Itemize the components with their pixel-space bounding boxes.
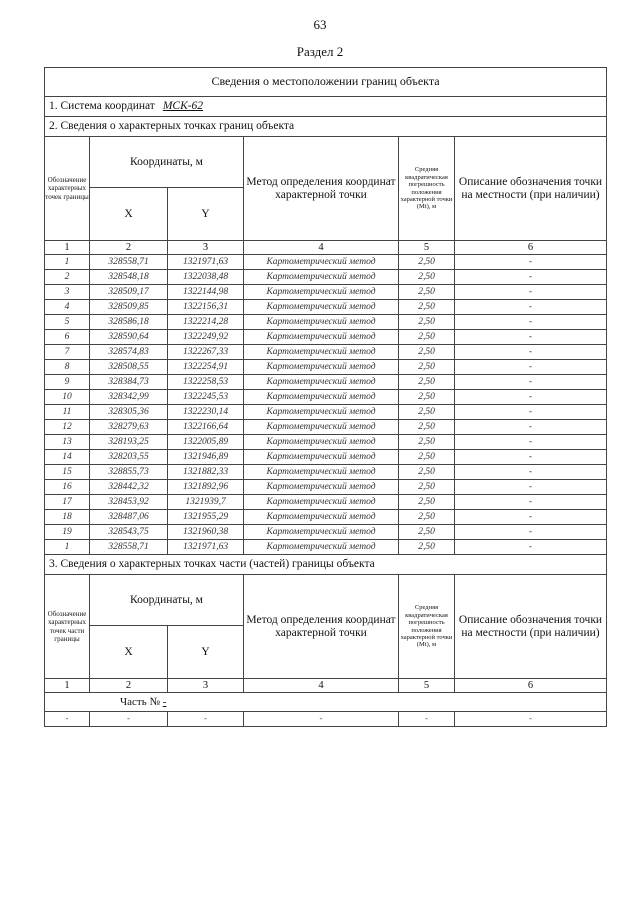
column-number: 4	[244, 679, 399, 693]
description-cell: -	[455, 270, 607, 285]
accuracy-cell: 2,50	[399, 285, 455, 300]
empty-cell: -	[244, 712, 399, 727]
x-coordinate-cell: 328586,18	[90, 315, 168, 330]
description-cell: -	[455, 435, 607, 450]
y-coordinate-cell: 1321955,29	[168, 510, 244, 525]
x-coordinate-cell: 328558,71	[90, 540, 168, 555]
description-cell: -	[455, 405, 607, 420]
x-coordinate-cell: 328543,75	[90, 525, 168, 540]
empty-cell: -	[399, 712, 455, 727]
table-row	[45, 480, 607, 495]
point-number-cell: 19	[45, 525, 90, 540]
accuracy-cell: 2,50	[399, 435, 455, 450]
accuracy-cell: 2,50	[399, 525, 455, 540]
method-cell: Картометрический метод	[244, 360, 399, 375]
method-cell: Картометрический метод	[244, 375, 399, 390]
empty-part-row	[45, 712, 607, 727]
x-coordinate-cell: 328203,55	[90, 450, 168, 465]
description-cell: -	[455, 375, 607, 390]
coord-system-value: МСК-62	[162, 100, 204, 113]
x-coordinate-cell: 328305,36	[90, 405, 168, 420]
banner-title: Сведения о местоположении границ объекта	[45, 68, 607, 97]
method-cell: Картометрический метод	[244, 450, 399, 465]
coord-system-label: 1. Система координат	[49, 100, 155, 113]
empty-cell: -	[455, 712, 607, 727]
description-cell: -	[455, 540, 607, 555]
table-row	[45, 345, 607, 360]
header-point-designation: Обозначение характерных точек границы	[45, 137, 90, 241]
accuracy-cell: 2,50	[399, 480, 455, 495]
table-row	[45, 360, 607, 375]
description-cell: -	[455, 510, 607, 525]
x-coordinate-cell: 328590,64	[90, 330, 168, 345]
accuracy-cell: 2,50	[399, 405, 455, 420]
accuracy-cell: 2,50	[399, 465, 455, 480]
table-row	[45, 405, 607, 420]
y-coordinate-cell: 1321892,96	[168, 480, 244, 495]
description-cell: -	[455, 465, 607, 480]
accuracy-cell: 2,50	[399, 315, 455, 330]
section2-title-row	[45, 117, 607, 137]
boundary-table	[44, 67, 607, 727]
x-coordinate-cell: 328509,85	[90, 300, 168, 315]
method-cell: Картометрический метод	[244, 480, 399, 495]
column-number-row	[45, 241, 607, 255]
table-row	[45, 315, 607, 330]
point-number-cell: 1	[45, 540, 90, 555]
part-header-x: X	[90, 626, 168, 679]
point-number-cell: 12	[45, 420, 90, 435]
description-cell: -	[455, 525, 607, 540]
part-header-point-designation: Обозначение характерных точек части границы	[45, 575, 90, 679]
method-cell: Картометрический метод	[244, 465, 399, 480]
section3-title: 3. Сведения о характерных точках части (частей) границы объекта	[45, 555, 607, 575]
method-cell: Картометрический метод	[244, 420, 399, 435]
page-number: 63	[313, 17, 327, 32]
method-cell: Картометрический метод	[244, 495, 399, 510]
point-number-cell: 6	[45, 330, 90, 345]
point-number-cell: 8	[45, 360, 90, 375]
section3-title-row	[45, 555, 607, 575]
header-row-1	[45, 137, 607, 188]
part-number-row	[45, 693, 607, 712]
part-number-cell	[45, 693, 607, 712]
x-coordinate-cell: 328487,06	[90, 510, 168, 525]
table-row	[45, 495, 607, 510]
part-header-method: Метод определения координат характерной точки	[244, 575, 399, 679]
column-number: 4	[244, 241, 399, 255]
section-title: Раздел 2	[296, 44, 344, 59]
y-coordinate-cell: 1322245,53	[168, 390, 244, 405]
accuracy-cell: 2,50	[399, 300, 455, 315]
empty-cell: -	[90, 712, 168, 727]
x-coordinate-cell: 328442,32	[90, 480, 168, 495]
part-label: Часть №	[120, 695, 160, 708]
x-coordinate-cell: 328548,18	[90, 270, 168, 285]
x-coordinate-cell: 328509,17	[90, 285, 168, 300]
table-row	[45, 330, 607, 345]
header-accuracy: Средняя квадратическая погрешность положения характерной точки (Mt), м	[399, 137, 455, 241]
method-cell: Картометрический метод	[244, 525, 399, 540]
y-coordinate-cell: 1322254,91	[168, 360, 244, 375]
y-coordinate-cell: 1321882,33	[168, 465, 244, 480]
point-number-cell: 1	[45, 255, 90, 270]
description-cell: -	[455, 300, 607, 315]
accuracy-cell: 2,50	[399, 510, 455, 525]
column-number: 1	[45, 679, 90, 693]
column-number: 3	[168, 679, 244, 693]
y-coordinate-cell: 1322267,33	[168, 345, 244, 360]
column-number: 1	[45, 241, 90, 255]
x-coordinate-cell: 328384,73	[90, 375, 168, 390]
x-coordinate-cell: 328342,99	[90, 390, 168, 405]
x-coordinate-cell: 328558,71	[90, 255, 168, 270]
part-header-row-1	[45, 575, 607, 626]
section2-title: 2. Сведения о характерных точках границ объекта	[45, 117, 607, 137]
y-coordinate-cell: 1322156,31	[168, 300, 244, 315]
point-number-cell: 9	[45, 375, 90, 390]
description-cell: -	[455, 390, 607, 405]
accuracy-cell: 2,50	[399, 345, 455, 360]
point-number-cell: 3	[45, 285, 90, 300]
x-coordinate-cell: 328508,55	[90, 360, 168, 375]
method-cell: Картометрический метод	[244, 300, 399, 315]
banner-row	[45, 68, 607, 97]
point-number-cell: 18	[45, 510, 90, 525]
accuracy-cell: 2,50	[399, 450, 455, 465]
point-number-cell: 10	[45, 390, 90, 405]
description-cell: -	[455, 420, 607, 435]
description-cell: -	[455, 495, 607, 510]
y-coordinate-cell: 1322144,98	[168, 285, 244, 300]
description-cell: -	[455, 255, 607, 270]
coord-system-cell	[45, 97, 607, 117]
empty-cell: -	[45, 712, 90, 727]
table-row	[45, 465, 607, 480]
table-row	[45, 390, 607, 405]
table-body	[45, 68, 607, 727]
x-coordinate-cell: 328855,73	[90, 465, 168, 480]
table-row	[45, 435, 607, 450]
column-number: 3	[168, 241, 244, 255]
y-coordinate-cell: 1322214,28	[168, 315, 244, 330]
method-cell: Картометрический метод	[244, 435, 399, 450]
column-number: 2	[90, 679, 168, 693]
header-method: Метод определения координат характерной точки	[244, 137, 399, 241]
point-number-cell: 5	[45, 315, 90, 330]
point-number-cell: 13	[45, 435, 90, 450]
accuracy-cell: 2,50	[399, 360, 455, 375]
y-coordinate-cell: 1322249,92	[168, 330, 244, 345]
coord-system-row	[45, 97, 607, 117]
description-cell: -	[455, 480, 607, 495]
x-coordinate-cell: 328279,63	[90, 420, 168, 435]
column-number: 6	[455, 241, 607, 255]
accuracy-cell: 2,50	[399, 255, 455, 270]
table-row	[45, 525, 607, 540]
y-coordinate-cell: 1322166,64	[168, 420, 244, 435]
table-row	[45, 510, 607, 525]
method-cell: Картометрический метод	[244, 510, 399, 525]
description-cell: -	[455, 315, 607, 330]
point-number-cell: 16	[45, 480, 90, 495]
y-coordinate-cell: 1321960,38	[168, 525, 244, 540]
description-cell: -	[455, 285, 607, 300]
description-cell: -	[455, 345, 607, 360]
table-row	[45, 420, 607, 435]
point-number-cell: 11	[45, 405, 90, 420]
method-cell: Картометрический метод	[244, 390, 399, 405]
x-coordinate-cell: 328453,92	[90, 495, 168, 510]
empty-cell: -	[168, 712, 244, 727]
method-cell: Картометрический метод	[244, 330, 399, 345]
column-number: 5	[399, 241, 455, 255]
part-header-accuracy: Средняя квадратическая погрешность положения характерной точки (Mt), м	[399, 575, 455, 679]
header-description: Описание обозначения точки на местности (при наличии)	[455, 137, 607, 241]
accuracy-cell: 2,50	[399, 390, 455, 405]
y-coordinate-cell: 1322038,48	[168, 270, 244, 285]
point-number-cell: 2	[45, 270, 90, 285]
description-cell: -	[455, 360, 607, 375]
point-number-cell: 4	[45, 300, 90, 315]
y-coordinate-cell: 1321971,63	[168, 540, 244, 555]
y-coordinate-cell: 1321971,63	[168, 255, 244, 270]
table-row	[45, 300, 607, 315]
y-coordinate-cell: 1322005,89	[168, 435, 244, 450]
method-cell: Картометрический метод	[244, 345, 399, 360]
header-coordinates: Координаты, м	[90, 137, 244, 188]
table-row	[45, 255, 607, 270]
x-coordinate-cell: 328574,83	[90, 345, 168, 360]
x-coordinate-cell: 328193,25	[90, 435, 168, 450]
column-number: 6	[455, 679, 607, 693]
method-cell: Картометрический метод	[244, 405, 399, 420]
method-cell: Картометрический метод	[244, 315, 399, 330]
accuracy-cell: 2,50	[399, 495, 455, 510]
y-coordinate-cell: 1322258,53	[168, 375, 244, 390]
accuracy-cell: 2,50	[399, 420, 455, 435]
table-row	[45, 540, 607, 555]
table-row	[45, 270, 607, 285]
accuracy-cell: 2,50	[399, 375, 455, 390]
table-row	[45, 450, 607, 465]
part-header-y: Y	[168, 626, 244, 679]
column-number: 5	[399, 679, 455, 693]
y-coordinate-cell: 1322230,14	[168, 405, 244, 420]
point-number-cell: 17	[45, 495, 90, 510]
header-x: X	[90, 188, 168, 241]
table-row	[45, 375, 607, 390]
part-column-number-row	[45, 679, 607, 693]
method-cell: Картометрический метод	[244, 540, 399, 555]
column-number: 2	[90, 241, 168, 255]
description-cell: -	[455, 450, 607, 465]
part-header-description: Описание обозначения точки на местности (при наличии)	[455, 575, 607, 679]
method-cell: Картометрический метод	[244, 270, 399, 285]
y-coordinate-cell: 1321946,89	[168, 450, 244, 465]
part-header-coordinates: Координаты, м	[90, 575, 244, 626]
method-cell: Картометрический метод	[244, 255, 399, 270]
accuracy-cell: 2,50	[399, 540, 455, 555]
part-value: -	[162, 695, 167, 708]
accuracy-cell: 2,50	[399, 270, 455, 285]
point-number-cell: 14	[45, 450, 90, 465]
y-coordinate-cell: 1321939,7	[168, 495, 244, 510]
point-number-cell: 15	[45, 465, 90, 480]
description-cell: -	[455, 330, 607, 345]
table-row	[45, 285, 607, 300]
header-y: Y	[168, 188, 244, 241]
point-number-cell: 7	[45, 345, 90, 360]
method-cell: Картометрический метод	[244, 285, 399, 300]
accuracy-cell: 2,50	[399, 330, 455, 345]
